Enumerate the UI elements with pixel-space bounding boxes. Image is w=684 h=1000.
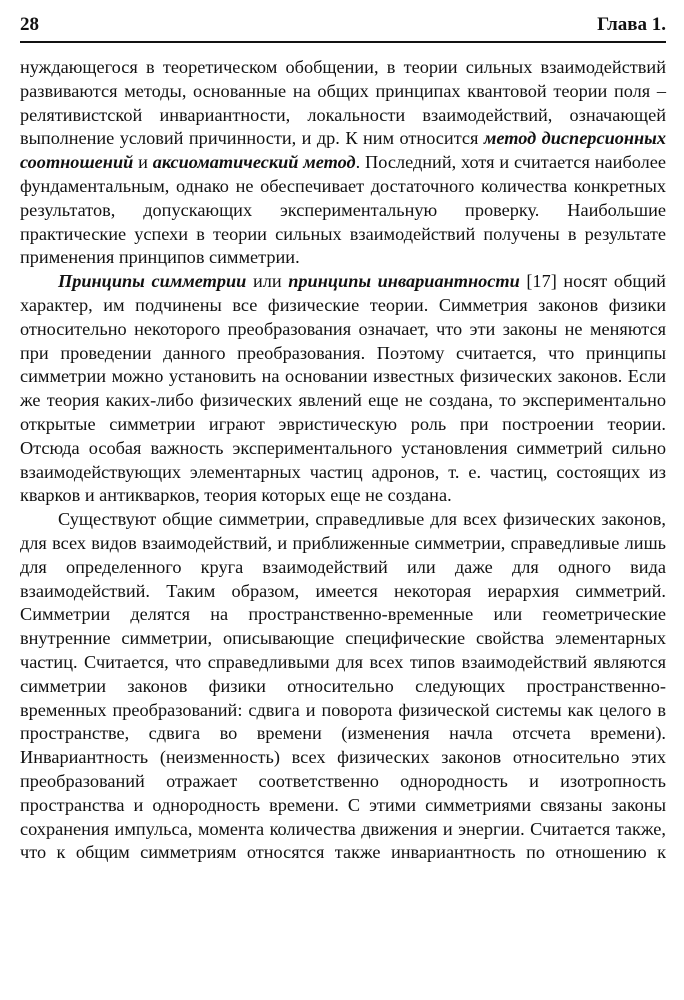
paragraph-1-text-3: . Последний, хотя и считается наиболее фундаментальным, однако не обеспечивает достаточного количества конкретных результатов, допускающих экспериментальную проверку. Наибольшие практические успехи в теории сильных взаимодействий получены в результате применения принципов симметрии. xyxy=(20,152,666,268)
header-rule xyxy=(20,41,666,43)
term-axiomatic-method: аксиоматический метод xyxy=(152,152,356,173)
term-invariance-principles: принципы инвариантности xyxy=(288,271,520,292)
paragraph-1-text-1: нуждающегося в теоретическом обобщении, в теории сильных взаимодействий развиваются методы, основанные на общих принципах квантовой теории поля – релятивистской инвариантности, локальности взаимодействий, означающей выполнение условий причинности, и др. К ним относится xyxy=(20,57,666,149)
term-dispersion-method: метод дисперсионных соотношений xyxy=(20,128,666,173)
paragraph-1-text-2: и xyxy=(133,152,153,173)
term-symmetry-principles: Принципы симметрии xyxy=(58,271,247,292)
paragraph-3 xyxy=(20,508,666,865)
body-text xyxy=(20,56,666,865)
paragraph-1 xyxy=(20,56,666,270)
paragraph-2-text-2: [17] носят общий характер, им подчинены все физические теории. Симметрия законов физики относительно некоторого преобразования означает, что эти законы не меняются при проведении данного преобразования. Поэтому считается, что принципы симметрии можно установить на основании известных физических законов. Если же теория каких-либо физических явлений еще не создана, то экспериментально открытые симметрии играют эвристическую роль при построении теории. Отсюда особая важность экспериментального установления симметрий сильно взаимодействующих элементарных частиц адронов, т. е. частиц, состоящих из кварков и антикварков, теория которых еще не создана. xyxy=(20,271,666,506)
paragraph-2 xyxy=(20,270,666,508)
page-header xyxy=(20,12,666,40)
paragraph-3-text-1: Существуют общие симметрии, справедливые для всех физических законов, для всех видов взаимодействий, и приближенные симметрии, справедливые лишь для определенного круга взаимодействий или даже для одного вида взаимодействий. Таким образом, имеется некоторая иерархия симметрий. Симметрии делятся на пространственно-временные или геометрические внутренние симметрии, описывающие специфические свойства элементарных частиц. Считается, что справедливыми для всех типов взаимодействий являются симметрии законов физики относительно следующих пространственно-временных преобразований: сдвига и поворота физической системы как целого в пространстве, сдвига во времени (изменения начла отсчета времени). Инвариантность (неизменность) всех физических законов относительно этих преобразований отражает соответственно однородность и изотропность пространства и однородность времени. С этими симметриями связаны законы сохранения импульса, момента количества движения и энергии. Считается также, что к общим симметриям относятся также инвариантность по отношению к xyxy=(20,509,666,863)
chapter-title: Глава 1. xyxy=(597,14,666,35)
page-number: 28 xyxy=(20,14,39,35)
paragraph-2-text-1: или xyxy=(246,271,289,292)
